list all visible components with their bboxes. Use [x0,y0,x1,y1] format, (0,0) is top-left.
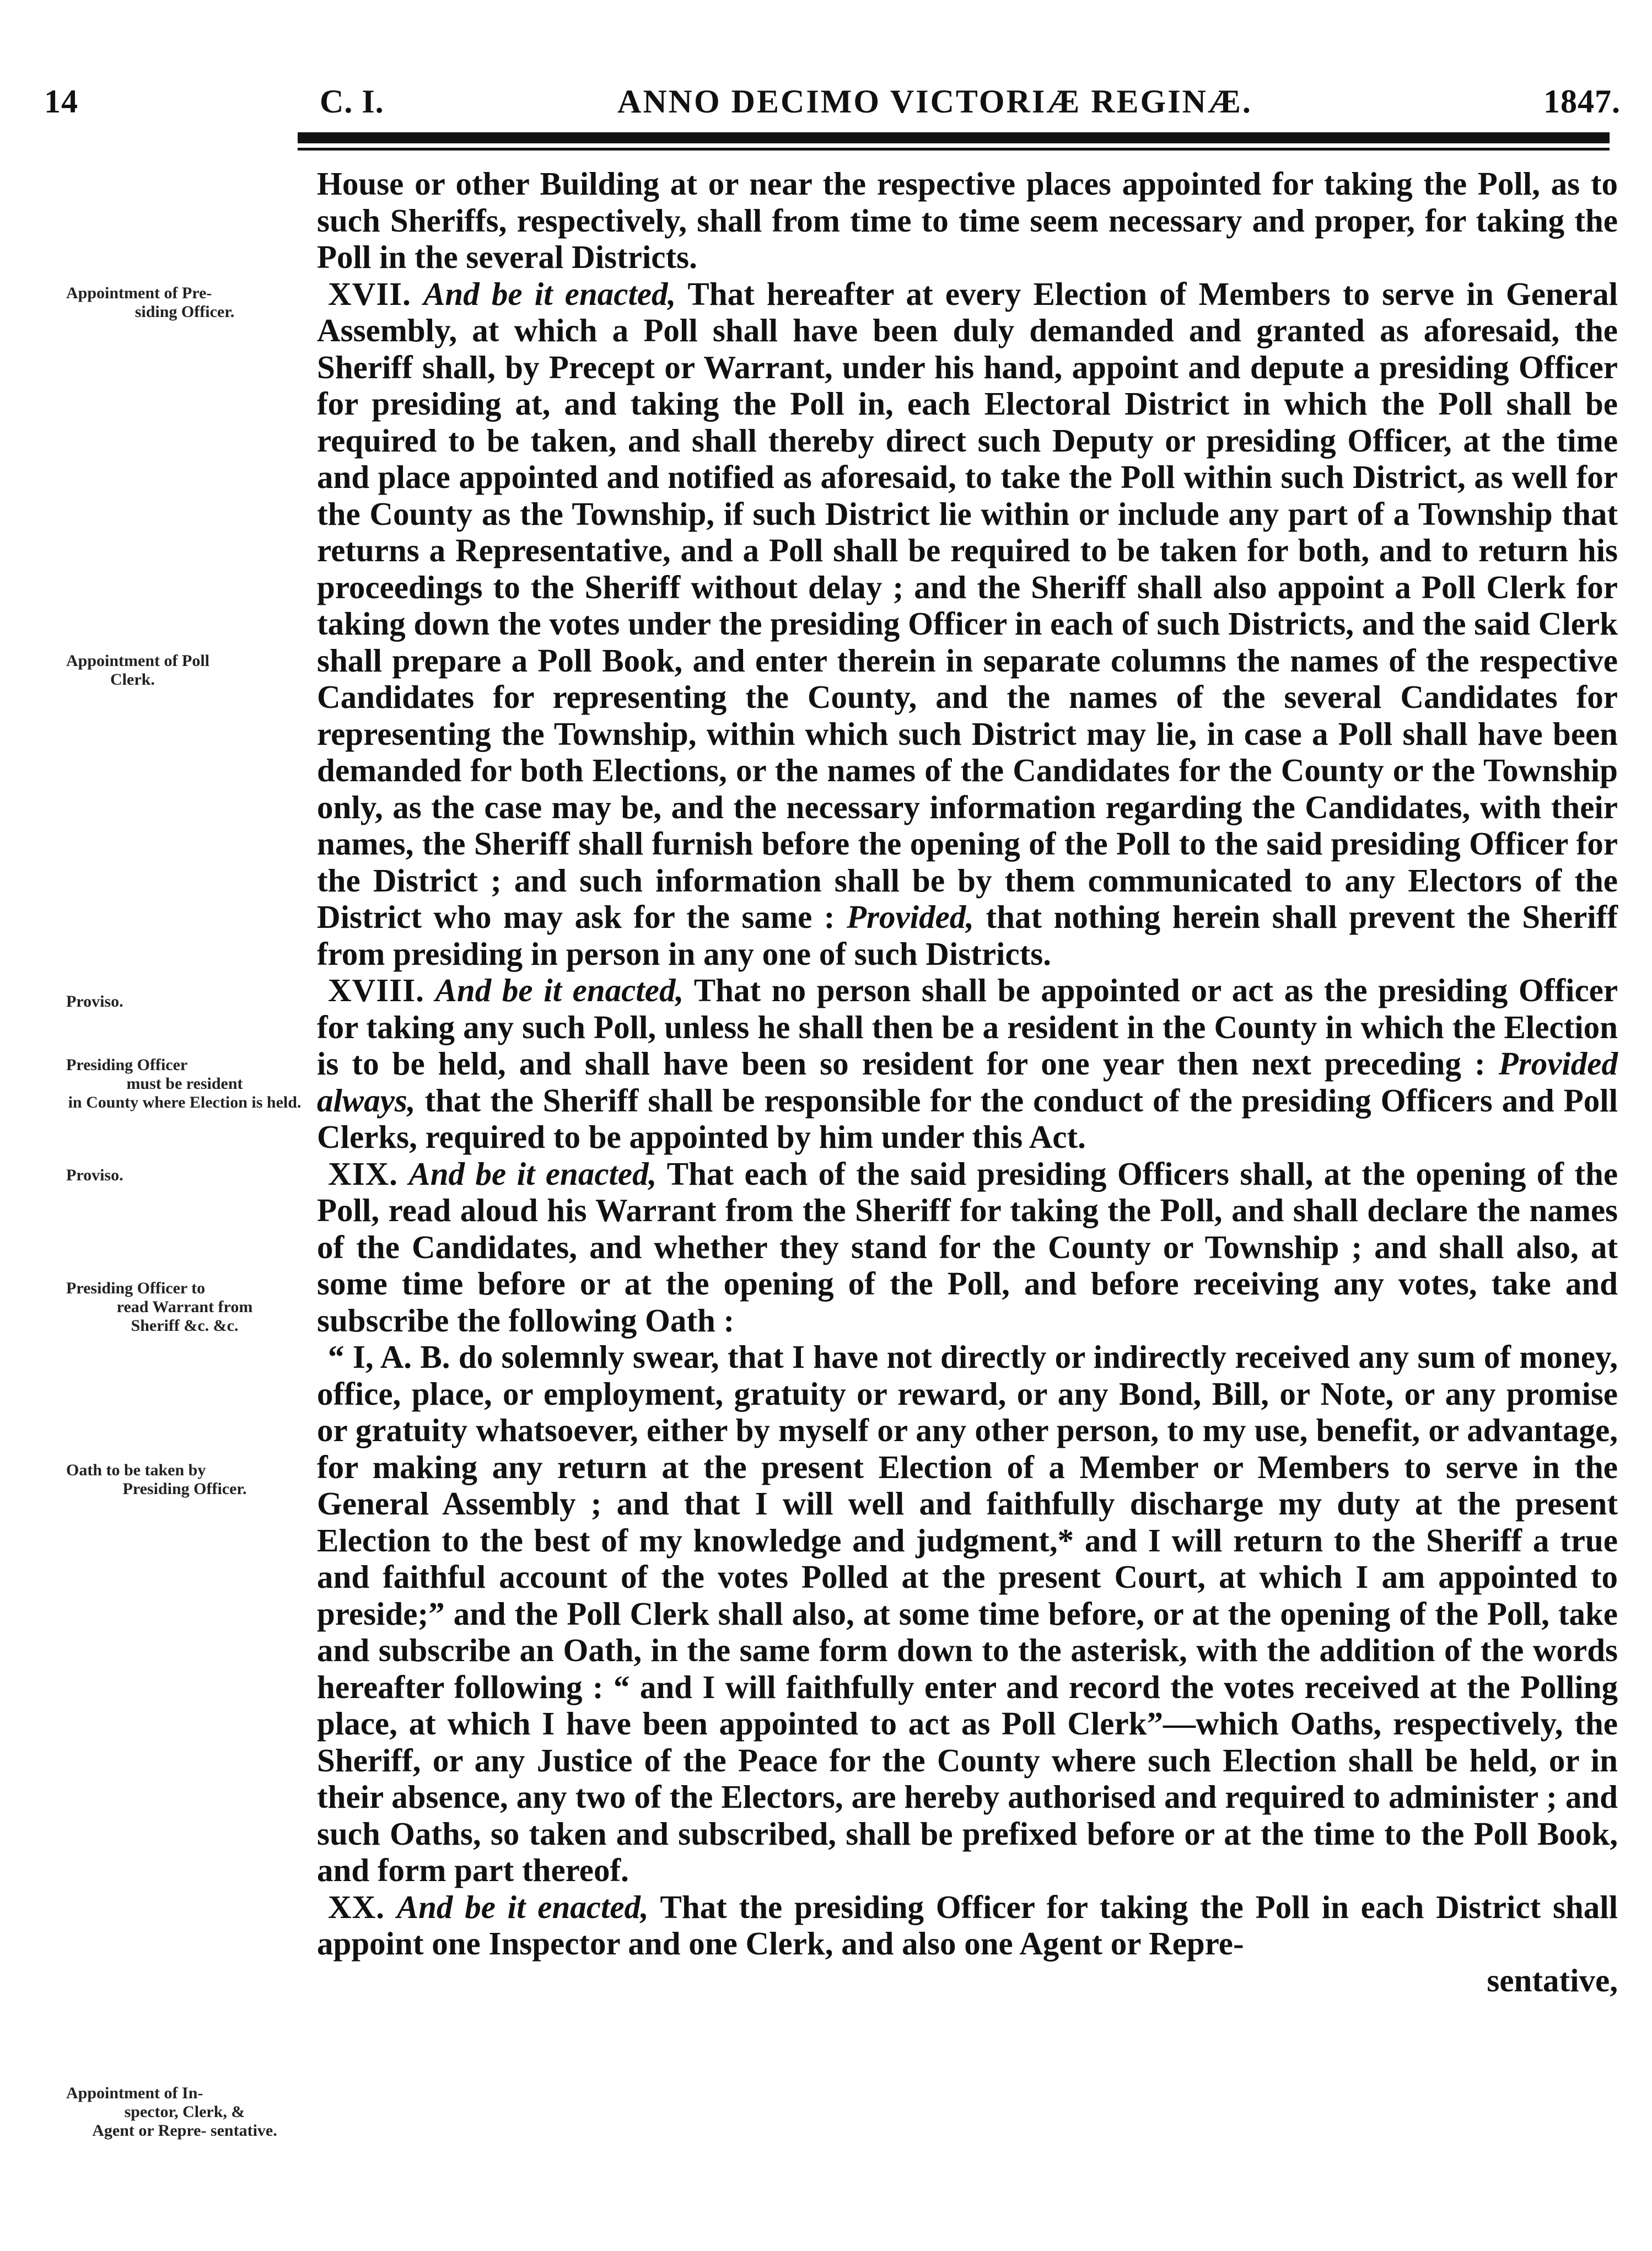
running-header [44,83,1621,127]
year-label: 1847. [1543,83,1621,120]
margin-note-poll-clerk: Appointment of Poll Clerk. [66,652,210,689]
enacting-clause: And be it enacted, [435,972,684,1008]
section-number: XX. [328,1888,385,1925]
enacting-clause: And be it enacted, [423,275,676,312]
margin-note-proviso-1: Proviso. [66,992,123,1011]
page-title: ANNO DECIMO VICTORIÆ REGINÆ. [617,83,1252,120]
enacting-clause: And be it enacted, [408,1155,657,1192]
margin-note-presiding-officer: Appointment of Pre- siding Officer. [66,284,235,321]
section-number: XVII. [328,275,411,312]
enacting-clause: And be it enacted, [396,1888,649,1925]
margin-note-inspector: Appointment of In- spector, Clerk, & Agent or Repre- sentative. [66,2084,277,2140]
catchword: sentative, [1487,1962,1618,1998]
margin-note-proviso-2: Proviso. [66,1166,123,1184]
section-number: XIX. [328,1155,398,1192]
paragraph-continuation: House or other Building at or near the respective places appointed for taking the Poll, as to such Sheriffs, respectively, shall from time to time seem necessary and proper, for taking the Poll in the several Districts. [317,165,1618,275]
margin-note-resident: Presiding Officer must be resident in County where Election is held. [66,1056,302,1111]
section-xvii [317,276,1618,973]
chapter-label: C. I. [320,83,384,120]
margin-note-read-warrant: Presiding Officer to read Warrant from Sheriff &c. &c. [66,1279,253,1335]
header-rule-thin [298,148,1610,151]
header-rule-thick [298,132,1610,143]
section-text: that nothing herein shall prevent the Sheriff from presiding in person in any one of such Districts. [317,899,1618,972]
statute-text [317,165,1618,1998]
page-number: 14 [44,83,78,120]
section-xx [317,1889,1618,1962]
margin-note-oath: Oath to be taken by Presiding Officer. [66,1461,247,1498]
proviso-clause: Provided always, [317,1045,1618,1119]
section-text: That the presiding Officer for taking the Poll in each District shall appoint one Inspector and one Clerk, and also one Agent or Repre- [317,1888,1618,1962]
proviso-clause: Provided, [846,899,975,935]
section-xviii [317,972,1618,1156]
section-text: that the Sheriff shall be responsible for the conduct of the presiding Officers and Poll Clerks, required to be appointed by him under this Act. [317,1082,1618,1155]
section-text: That each of the said presiding Officers shall, at the opening of the Poll, read aloud his Warrant from the Sheriff for taking the Poll, and shall declare the names of the Candidates, and whether they stand for the County or Township ; and shall also, at some time before or at the opening of the Poll, and before receiving any votes, take and subscribe the following Oath : [317,1155,1618,1339]
section-text: That no person shall be appointed or act as the presiding Officer for taking any such Poll, unless he shall then be a resident in the County in which the Election is to be held, and shall have been so resident for one year then next preceding : [317,972,1618,1082]
section-text: That hereafter at every Election of Members to serve in General Assembly, at which a Poll shall have been duly demanded and granted as aforesaid, the Sheriff shall, by Precept or Warrant, under his hand, appoint and depute a presiding Officer for presiding at, and taking the Poll in, each Electoral District in which the Poll shall be required to be taken, and shall thereby direct such Deputy or presiding Officer, at the time and place appointed and notified as aforesaid, to take the Poll within such District, as well for the County as the Township, if such District lie within or include any part of a Township that returns a Representative, and a Poll shall be required to be taken for both, and to return his proceedings to the Sheriff without delay ; and the Sheriff shall also appoint a Poll Clerk for taking down the votes under the presiding Officer in each of such Districts, and the said Clerk shall prepare a Poll Book, and enter therein in separate columns the names of the respective Candidates for representing the County, and the names of the several Candidates for representing the Township, within which such District may lie, in case a Poll shall have been demanded for both Elections, or the names of the Candidates for the County or the Township only, as the case may be, and the necessary information regarding the Candidates, with their names, the Sheriff shall furnish before the opening of the Poll to the said presiding Officer for the District ; and such information shall be by them communicated to any Electors of the District who may ask for the same : [317,275,1618,935]
section-number: XVIII. [328,972,424,1008]
oath-text: “ I, A. B. do solemnly swear, that I have not directly or indirectly received any sum of money, office, place, or employment, gratuity or reward, or any Bond, Bill, or Note, or any promise or gratuity whatsoever, either by myself or any other person, to my use, benefit, or advantage, for making any return at the present Election of a Member or Members to serve in the General Assembly ; and that I will well and faithfully discharge my duty at the present Election to the best of my knowledge and judgment,* and I will return to the Sheriff a true and faithful account of the votes Polled at the present Court, at which I am appointed to preside;” and the Poll Clerk shall also, at some time before, or at the opening of the Poll, take and subscribe an Oath, in the same form down to the asterisk, with the addition of the words hereafter following : “ and I will faithfully enter and record the votes received at the Polling place, at which I have been appointed to act as Poll Clerk”—which Oaths, respectively, the Sheriff, or any Justice of the Peace for the County where such Election shall be held, or in their absence, any two of the Electors, are hereby authorised and required to administer ; and such Oaths, so taken and subscribed, shall be prefixed before or at the time to the Poll Book, and form part thereof. [317,1339,1618,1888]
section-xix [317,1156,1618,1339]
